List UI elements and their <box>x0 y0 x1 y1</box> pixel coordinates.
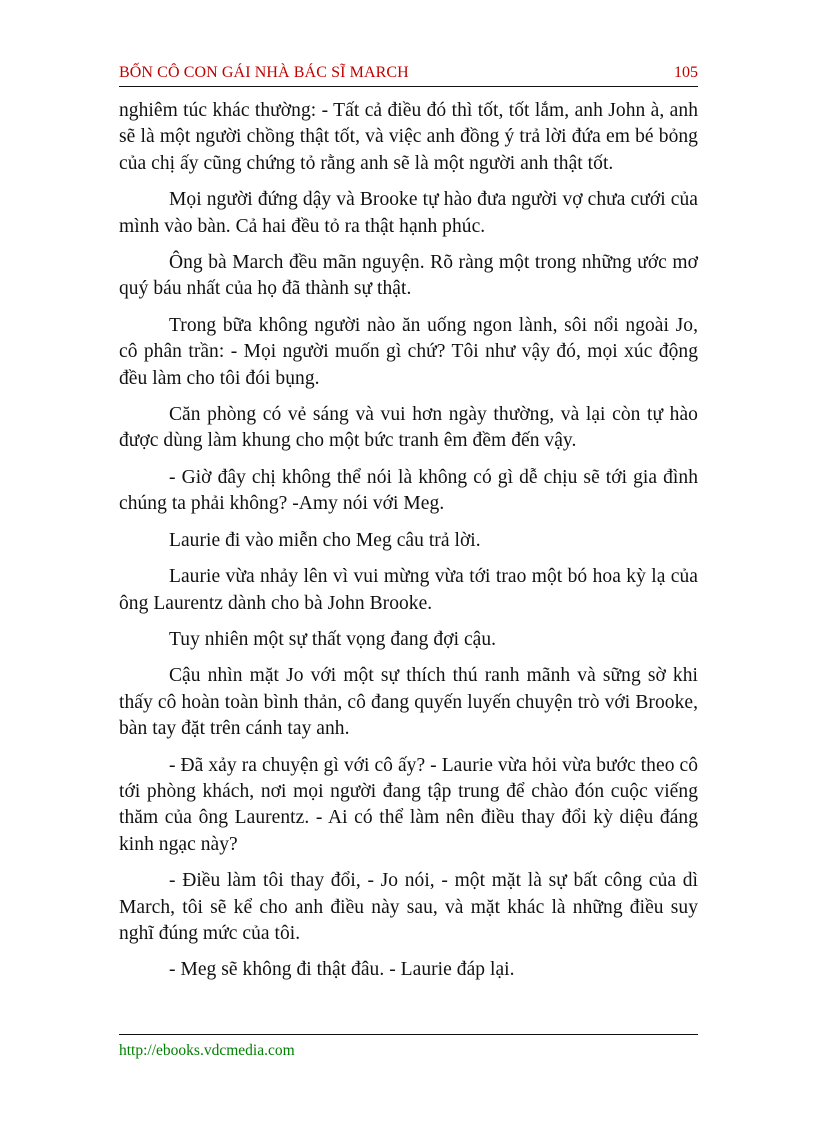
paragraph: - Meg sẽ không đi thật đâu. - Laurie đáp lại. <box>169 959 515 981</box>
paragraph: Ông bà March đều mãn nguyện. Rõ ràng một trong những ước mơ quý báu nhất của họ đã thành sự thật. <box>119 252 698 300</box>
footer-url-link[interactable]: http://ebooks.vdcmedia.com <box>119 1042 295 1059</box>
footer-divider <box>119 1034 698 1035</box>
paragraph: Mọi người đứng dậy và Brooke tự hào đưa người vợ chưa cưới của mình vào bàn. Cả hai đều tỏ ra thật hạnh phúc. <box>119 189 698 237</box>
paragraph: Căn phòng có vẻ sáng và vui hơn ngày thường, và lại còn tự hào được dùng làm khung cho một bức tranh êm đềm đến vậy. <box>119 404 698 452</box>
paragraph: - Điều làm tôi thay đổi, - Jo nói, - một mặt là sự bất công của dì March, tôi sẽ kể cho anh điều này sau, và mặt khác là những điều suy nghĩ đúng mức của tôi. <box>119 870 698 944</box>
paragraph: Trong bữa không người nào ăn uống ngon lành, sôi nổi ngoài Jo, cô phân trần: - Mọi người muốn gì chứ? Tôi như vậy đó, mọi xúc động đều làm cho tôi đói bụng. <box>119 314 698 389</box>
paragraph: Laurie vừa nhảy lên vì vui mừng vừa tới trao một bó hoa kỳ lạ của ông Laurentz dành cho bà John Brooke. <box>119 566 698 614</box>
paragraph: Tuy nhiên một sự thất vọng đang đợi cậu. <box>169 628 497 650</box>
paragraph: Cậu nhìn mặt Jo với một sự thích thú ranh mãnh và sững sờ khi thấy cô hoàn toàn bình thản, cô đang quyến luyến chuyện trò với Brooke, bàn tay đặt trên cánh tay anh. <box>119 665 698 740</box>
paragraph: - Giờ đây chị không thể nói là không có gì dễ chịu sẽ tới gia đình chúng ta phải không? -Amy nói với Meg. <box>119 466 698 515</box>
book-title: BỐN CÔ CON GÁI NHÀ BÁC SĨ MARCH <box>119 64 409 81</box>
paragraph: Laurie đi vào miễn cho Meg câu trả lời. <box>169 529 481 551</box>
paragraph: - Đã xảy ra chuyện gì với cô ấy? - Laurie vừa hỏi vừa bước theo cô tới phòng khách, nơi mọi người đang tập trung để chào đón cuộc viếng thăm của ông Laurentz. - Ai có thể làm nên điều thay đổi kỳ diệu đáng kinh ngạc này? <box>119 754 698 855</box>
page-number: 105 <box>674 64 698 81</box>
paragraph: nghiêm túc khác thường: - Tất cả điều đó thì tốt, tốt lắm, anh John à, anh sẽ là một người chồng thật tốt, và việc anh đồng ý trả lời đứa em bé bỏng của chị ấy cũng chứng tỏ rằng anh sẽ là một người anh thật tốt. <box>119 100 698 174</box>
page-header <box>119 62 698 87</box>
page-body <box>119 98 698 994</box>
